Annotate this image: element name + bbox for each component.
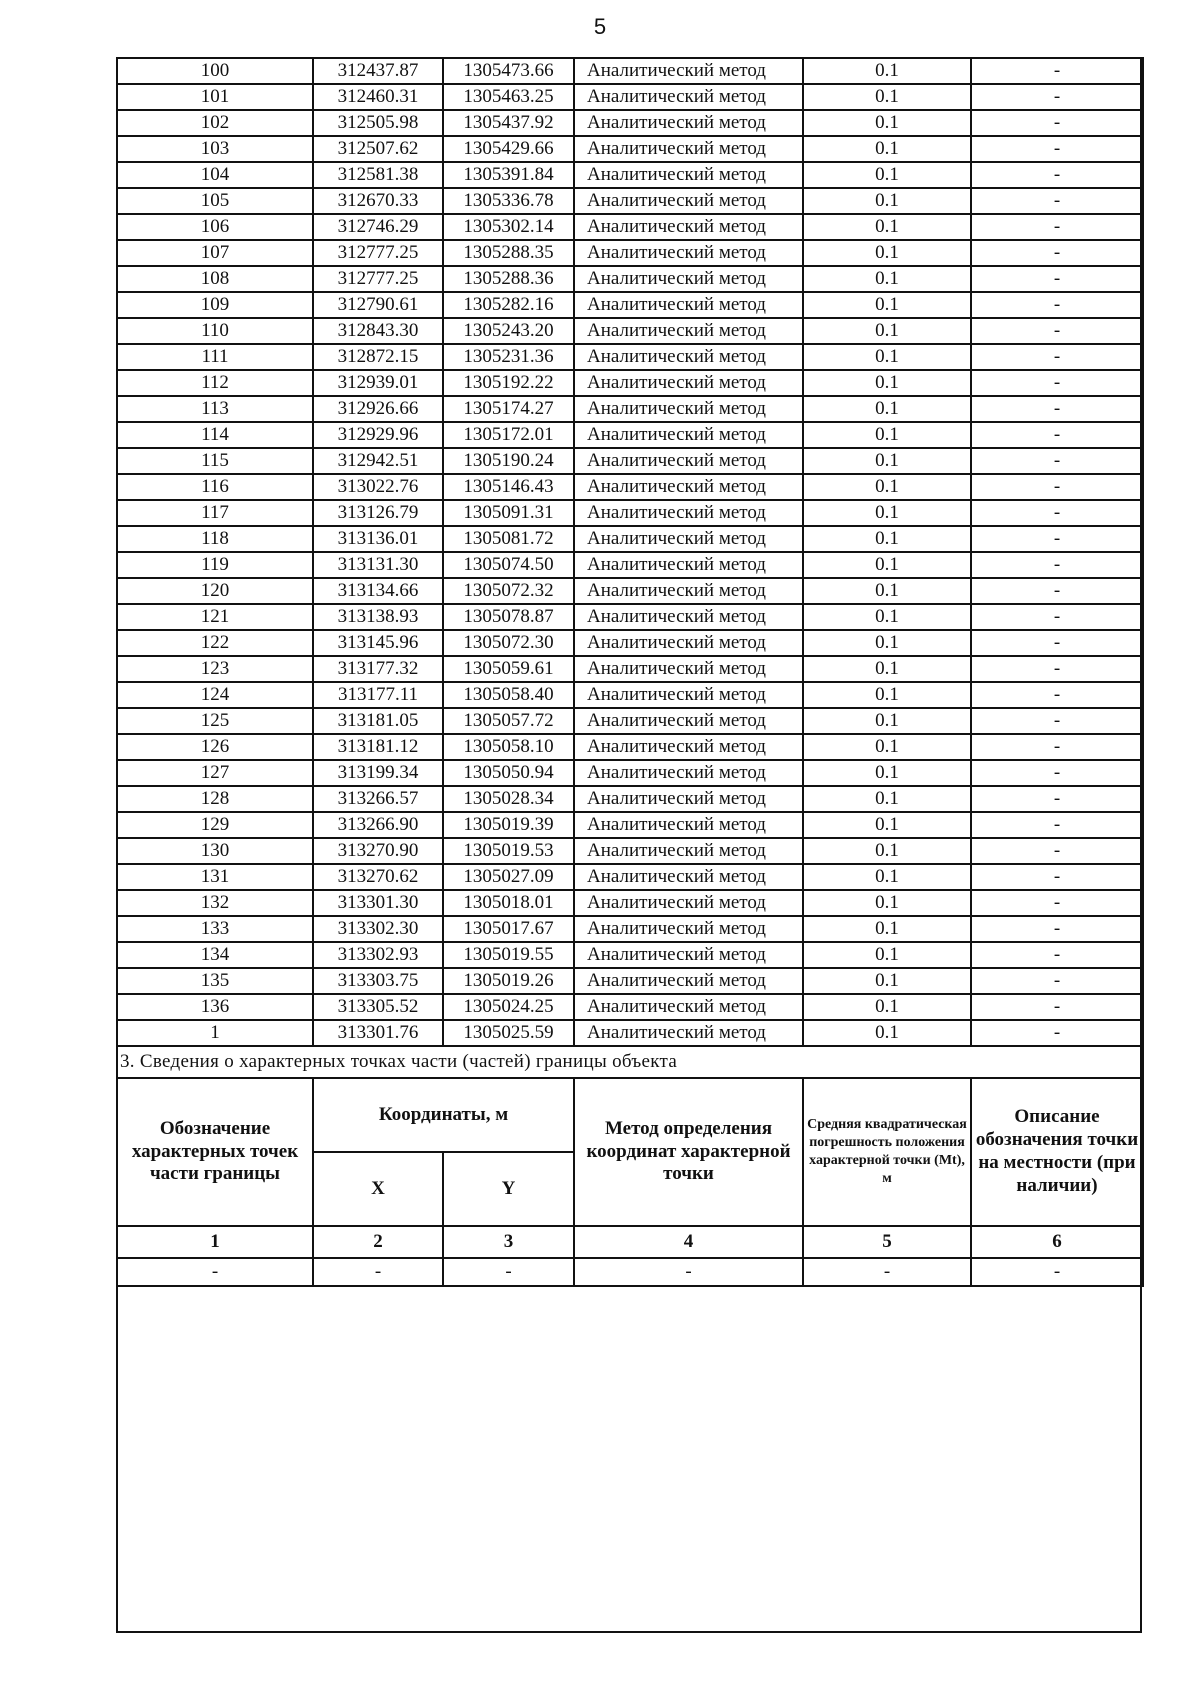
x-coordinate-cell: 312790.61	[313, 292, 443, 318]
x-coordinate-cell: 313177.11	[313, 682, 443, 708]
x-coordinate-cell: 313303.75	[313, 968, 443, 994]
description-cell: -	[971, 240, 1143, 266]
table-row	[117, 474, 1143, 500]
point-number-cell: 103	[117, 136, 313, 162]
mean-error-cell: 0.1	[803, 942, 971, 968]
method-cell: Аналитический метод	[574, 188, 803, 214]
method-cell: Аналитический метод	[574, 864, 803, 890]
point-number-cell: 106	[117, 214, 313, 240]
description-cell: -	[971, 422, 1143, 448]
y-coordinate-cell: 1305027.09	[443, 864, 574, 890]
mean-error-cell: 0.1	[803, 1020, 971, 1046]
method-cell: Аналитический метод	[574, 682, 803, 708]
method-cell: Аналитический метод	[574, 240, 803, 266]
page-number: 5	[593, 14, 607, 39]
mean-error-cell: 0.1	[803, 552, 971, 578]
x-coordinate-cell: 313138.93	[313, 604, 443, 630]
point-number-cell: 134	[117, 942, 313, 968]
x-coordinate-cell: 313177.32	[313, 656, 443, 682]
table-row	[117, 760, 1143, 786]
point-number-cell: 111	[117, 344, 313, 370]
method-cell: Аналитический метод	[574, 344, 803, 370]
x-coordinate-cell: 312460.31	[313, 84, 443, 110]
x-coordinate-cell: 313270.90	[313, 838, 443, 864]
mean-error-cell: 0.1	[803, 58, 971, 84]
method-cell: Аналитический метод	[574, 526, 803, 552]
mean-error-cell: 0.1	[803, 240, 971, 266]
x-coordinate-cell: 312507.62	[313, 136, 443, 162]
mean-error-cell: 0.1	[803, 786, 971, 812]
y-coordinate-cell: 1305017.67	[443, 916, 574, 942]
description-cell: -	[971, 318, 1143, 344]
method-cell: Аналитический метод	[574, 500, 803, 526]
x-coordinate-cell: 312843.30	[313, 318, 443, 344]
point-number-cell: 133	[117, 916, 313, 942]
y-coordinate-cell: 1305473.66	[443, 58, 574, 84]
table-row	[117, 188, 1143, 214]
point-number-cell: 113	[117, 396, 313, 422]
document-sheet	[116, 57, 1142, 1633]
header-point-designation: Обозначение характерных точек части границы	[117, 1078, 313, 1226]
x-coordinate-cell: 313305.52	[313, 994, 443, 1020]
point-number-cell: 101	[117, 84, 313, 110]
description-cell: -	[971, 162, 1143, 188]
point-number-cell: 121	[117, 604, 313, 630]
empty-cell: -	[443, 1258, 574, 1286]
y-coordinate-cell: 1305391.84	[443, 162, 574, 188]
x-coordinate-cell: 312872.15	[313, 344, 443, 370]
method-cell: Аналитический метод	[574, 58, 803, 84]
mean-error-cell: 0.1	[803, 604, 971, 630]
method-cell: Аналитический метод	[574, 786, 803, 812]
method-cell: Аналитический метод	[574, 734, 803, 760]
method-cell: Аналитический метод	[574, 708, 803, 734]
y-coordinate-cell: 1305437.92	[443, 110, 574, 136]
description-cell: -	[971, 500, 1143, 526]
point-number-cell: 1	[117, 1020, 313, 1046]
y-coordinate-cell: 1305050.94	[443, 760, 574, 786]
column-number: 4	[574, 1226, 803, 1258]
description-cell: -	[971, 838, 1143, 864]
method-cell: Аналитический метод	[574, 552, 803, 578]
point-number-cell: 114	[117, 422, 313, 448]
description-cell: -	[971, 110, 1143, 136]
mean-error-cell: 0.1	[803, 292, 971, 318]
description-cell: -	[971, 942, 1143, 968]
method-cell: Аналитический метод	[574, 292, 803, 318]
x-coordinate-cell: 313126.79	[313, 500, 443, 526]
x-coordinate-cell: 313199.34	[313, 760, 443, 786]
method-cell: Аналитический метод	[574, 84, 803, 110]
description-cell: -	[971, 656, 1143, 682]
mean-error-cell: 0.1	[803, 344, 971, 370]
point-number-cell: 107	[117, 240, 313, 266]
header-x: X	[313, 1152, 443, 1226]
table-row	[117, 968, 1143, 994]
method-cell: Аналитический метод	[574, 448, 803, 474]
y-coordinate-cell: 1305429.66	[443, 136, 574, 162]
table-row	[117, 292, 1143, 318]
x-coordinate-cell: 312929.96	[313, 422, 443, 448]
x-coordinate-cell: 312939.01	[313, 370, 443, 396]
x-coordinate-cell: 313022.76	[313, 474, 443, 500]
x-coordinate-cell: 312942.51	[313, 448, 443, 474]
method-cell: Аналитический метод	[574, 474, 803, 500]
coordinates-table	[116, 57, 1144, 1287]
point-number-cell: 109	[117, 292, 313, 318]
method-cell: Аналитический метод	[574, 630, 803, 656]
point-number-cell: 123	[117, 656, 313, 682]
y-coordinate-cell: 1305078.87	[443, 604, 574, 630]
method-cell: Аналитический метод	[574, 578, 803, 604]
mean-error-cell: 0.1	[803, 916, 971, 942]
description-cell: -	[971, 188, 1143, 214]
method-cell: Аналитический метод	[574, 1020, 803, 1046]
empty-cell: -	[313, 1258, 443, 1286]
section-3-title-row	[117, 1046, 1143, 1078]
x-coordinate-cell: 313266.57	[313, 786, 443, 812]
method-cell: Аналитический метод	[574, 604, 803, 630]
description-cell: -	[971, 84, 1143, 110]
table-row	[117, 162, 1143, 188]
description-cell: -	[971, 448, 1143, 474]
mean-error-cell: 0.1	[803, 500, 971, 526]
mean-error-cell: 0.1	[803, 84, 971, 110]
header-coordinates: Координаты, м	[313, 1078, 574, 1152]
point-number-cell: 135	[117, 968, 313, 994]
table-row	[117, 1020, 1143, 1046]
method-cell: Аналитический метод	[574, 812, 803, 838]
method-cell: Аналитический метод	[574, 214, 803, 240]
x-coordinate-cell: 313181.05	[313, 708, 443, 734]
point-number-cell: 131	[117, 864, 313, 890]
mean-error-cell: 0.1	[803, 812, 971, 838]
description-cell: -	[971, 968, 1143, 994]
point-number-cell: 102	[117, 110, 313, 136]
x-coordinate-cell: 313302.30	[313, 916, 443, 942]
y-coordinate-cell: 1305463.25	[443, 84, 574, 110]
description-cell: -	[971, 344, 1143, 370]
description-cell: -	[971, 682, 1143, 708]
point-number-cell: 118	[117, 526, 313, 552]
mean-error-cell: 0.1	[803, 136, 971, 162]
y-coordinate-cell: 1305059.61	[443, 656, 574, 682]
y-coordinate-cell: 1305025.59	[443, 1020, 574, 1046]
description-cell: -	[971, 864, 1143, 890]
description-cell: -	[971, 526, 1143, 552]
mean-error-cell: 0.1	[803, 864, 971, 890]
y-coordinate-cell: 1305024.25	[443, 994, 574, 1020]
method-cell: Аналитический метод	[574, 396, 803, 422]
description-cell: -	[971, 890, 1143, 916]
table-row	[117, 942, 1143, 968]
description-cell: -	[971, 136, 1143, 162]
mean-error-cell: 0.1	[803, 162, 971, 188]
table-row	[117, 448, 1143, 474]
x-coordinate-cell: 313301.76	[313, 1020, 443, 1046]
empty-cell: -	[117, 1258, 313, 1286]
y-coordinate-cell: 1305172.01	[443, 422, 574, 448]
x-coordinate-cell: 313270.62	[313, 864, 443, 890]
description-cell: -	[971, 604, 1143, 630]
point-number-cell: 128	[117, 786, 313, 812]
method-cell: Аналитический метод	[574, 890, 803, 916]
method-cell: Аналитический метод	[574, 318, 803, 344]
description-cell: -	[971, 708, 1143, 734]
point-number-cell: 117	[117, 500, 313, 526]
description-cell: -	[971, 292, 1143, 318]
empty-data-row	[117, 1258, 1143, 1286]
table-row	[117, 318, 1143, 344]
y-coordinate-cell: 1305243.20	[443, 318, 574, 344]
header-y: Y	[443, 1152, 574, 1226]
x-coordinate-cell: 312437.87	[313, 58, 443, 84]
point-number-cell: 105	[117, 188, 313, 214]
column-number: 3	[443, 1226, 574, 1258]
header-mean-error: Средняя квадратическая погрешность положения характерной точки (Mt), м	[803, 1078, 971, 1226]
mean-error-cell: 0.1	[803, 760, 971, 786]
mean-error-cell: 0.1	[803, 448, 971, 474]
y-coordinate-cell: 1305091.31	[443, 500, 574, 526]
x-coordinate-cell: 313131.30	[313, 552, 443, 578]
description-cell: -	[971, 552, 1143, 578]
table-row	[117, 136, 1143, 162]
x-coordinate-cell: 312505.98	[313, 110, 443, 136]
mean-error-cell: 0.1	[803, 188, 971, 214]
y-coordinate-cell: 1305072.30	[443, 630, 574, 656]
y-coordinate-cell: 1305057.72	[443, 708, 574, 734]
method-cell: Аналитический метод	[574, 968, 803, 994]
x-coordinate-cell: 313302.93	[313, 942, 443, 968]
method-cell: Аналитический метод	[574, 656, 803, 682]
table-row	[117, 864, 1143, 890]
x-coordinate-cell: 313266.90	[313, 812, 443, 838]
table-row	[117, 604, 1143, 630]
table-row	[117, 214, 1143, 240]
y-coordinate-cell: 1305174.27	[443, 396, 574, 422]
header-description: Описание обозначения точки на местности (при наличии)	[971, 1078, 1143, 1226]
table-row	[117, 526, 1143, 552]
point-number-cell: 100	[117, 58, 313, 84]
table-row	[117, 786, 1143, 812]
empty-cell: -	[574, 1258, 803, 1286]
y-coordinate-cell: 1305231.36	[443, 344, 574, 370]
x-coordinate-cell: 313136.01	[313, 526, 443, 552]
description-cell: -	[971, 578, 1143, 604]
point-number-cell: 108	[117, 266, 313, 292]
mean-error-cell: 0.1	[803, 708, 971, 734]
table-row	[117, 552, 1143, 578]
x-coordinate-cell: 312670.33	[313, 188, 443, 214]
y-coordinate-cell: 1305190.24	[443, 448, 574, 474]
method-cell: Аналитический метод	[574, 994, 803, 1020]
description-cell: -	[971, 266, 1143, 292]
method-cell: Аналитический метод	[574, 942, 803, 968]
column-number: 1	[117, 1226, 313, 1258]
y-coordinate-cell: 1305302.14	[443, 214, 574, 240]
mean-error-cell: 0.1	[803, 578, 971, 604]
column-number: 5	[803, 1226, 971, 1258]
method-cell: Аналитический метод	[574, 370, 803, 396]
y-coordinate-cell: 1305018.01	[443, 890, 574, 916]
point-number-cell: 119	[117, 552, 313, 578]
description-cell: -	[971, 994, 1143, 1020]
table-row	[117, 84, 1143, 110]
x-coordinate-cell: 312777.25	[313, 240, 443, 266]
y-coordinate-cell: 1305028.34	[443, 786, 574, 812]
description-cell: -	[971, 734, 1143, 760]
point-number-cell: 120	[117, 578, 313, 604]
table-row	[117, 734, 1143, 760]
x-coordinate-cell: 312581.38	[313, 162, 443, 188]
table-row	[117, 500, 1143, 526]
point-number-cell: 104	[117, 162, 313, 188]
point-number-cell: 129	[117, 812, 313, 838]
y-coordinate-cell: 1305288.35	[443, 240, 574, 266]
table-row	[117, 682, 1143, 708]
method-cell: Аналитический метод	[574, 110, 803, 136]
x-coordinate-cell: 313181.12	[313, 734, 443, 760]
y-coordinate-cell: 1305019.26	[443, 968, 574, 994]
mean-error-cell: 0.1	[803, 968, 971, 994]
mean-error-cell: 0.1	[803, 370, 971, 396]
table-row	[117, 396, 1143, 422]
mean-error-cell: 0.1	[803, 994, 971, 1020]
y-coordinate-cell: 1305336.78	[443, 188, 574, 214]
method-cell: Аналитический метод	[574, 266, 803, 292]
point-number-cell: 124	[117, 682, 313, 708]
mean-error-cell: 0.1	[803, 526, 971, 552]
description-cell: -	[971, 630, 1143, 656]
mean-error-cell: 0.1	[803, 630, 971, 656]
y-coordinate-cell: 1305019.53	[443, 838, 574, 864]
empty-cell: -	[971, 1258, 1143, 1286]
column-number: 6	[971, 1226, 1143, 1258]
table-row	[117, 370, 1143, 396]
description-cell: -	[971, 370, 1143, 396]
mean-error-cell: 0.1	[803, 396, 971, 422]
point-number-cell: 116	[117, 474, 313, 500]
description-cell: -	[971, 214, 1143, 240]
table-row	[117, 812, 1143, 838]
description-cell: -	[971, 58, 1143, 84]
y-coordinate-cell: 1305019.55	[443, 942, 574, 968]
mean-error-cell: 0.1	[803, 266, 971, 292]
method-cell: Аналитический метод	[574, 838, 803, 864]
mean-error-cell: 0.1	[803, 890, 971, 916]
mean-error-cell: 0.1	[803, 474, 971, 500]
description-cell: -	[971, 760, 1143, 786]
x-coordinate-cell: 313301.30	[313, 890, 443, 916]
y-coordinate-cell: 1305282.16	[443, 292, 574, 318]
table-row	[117, 708, 1143, 734]
mean-error-cell: 0.1	[803, 838, 971, 864]
method-cell: Аналитический метод	[574, 136, 803, 162]
table-row	[117, 240, 1143, 266]
table-row	[117, 630, 1143, 656]
y-coordinate-cell: 1305074.50	[443, 552, 574, 578]
table-row	[117, 344, 1143, 370]
point-number-cell: 130	[117, 838, 313, 864]
mean-error-cell: 0.1	[803, 422, 971, 448]
table-row	[117, 656, 1143, 682]
mean-error-cell: 0.1	[803, 318, 971, 344]
description-cell: -	[971, 812, 1143, 838]
mean-error-cell: 0.1	[803, 214, 971, 240]
column-numbers-row	[117, 1226, 1143, 1258]
table-row	[117, 916, 1143, 942]
method-cell: Аналитический метод	[574, 422, 803, 448]
table-row	[117, 994, 1143, 1020]
y-coordinate-cell: 1305146.43	[443, 474, 574, 500]
empty-cell: -	[803, 1258, 971, 1286]
mean-error-cell: 0.1	[803, 110, 971, 136]
x-coordinate-cell: 312926.66	[313, 396, 443, 422]
description-cell: -	[971, 1020, 1143, 1046]
point-number-cell: 112	[117, 370, 313, 396]
point-number-cell: 115	[117, 448, 313, 474]
point-number-cell: 126	[117, 734, 313, 760]
table-row	[117, 890, 1143, 916]
y-coordinate-cell: 1305019.39	[443, 812, 574, 838]
x-coordinate-cell: 313145.96	[313, 630, 443, 656]
y-coordinate-cell: 1305058.40	[443, 682, 574, 708]
section-3-title: 3. Сведения о характерных точках части (частей) границы объекта	[117, 1046, 1143, 1078]
description-cell: -	[971, 916, 1143, 942]
method-cell: Аналитический метод	[574, 760, 803, 786]
point-number-cell: 122	[117, 630, 313, 656]
mean-error-cell: 0.1	[803, 734, 971, 760]
mean-error-cell: 0.1	[803, 656, 971, 682]
point-number-cell: 110	[117, 318, 313, 344]
table-row	[117, 266, 1143, 292]
description-cell: -	[971, 396, 1143, 422]
y-coordinate-cell: 1305081.72	[443, 526, 574, 552]
table-row	[117, 838, 1143, 864]
point-number-cell: 136	[117, 994, 313, 1020]
table-row	[117, 110, 1143, 136]
table-row	[117, 58, 1143, 84]
x-coordinate-cell: 313134.66	[313, 578, 443, 604]
y-coordinate-cell: 1305192.22	[443, 370, 574, 396]
table-row	[117, 422, 1143, 448]
point-number-cell: 125	[117, 708, 313, 734]
header-method: Метод определения координат характерной точки	[574, 1078, 803, 1226]
method-cell: Аналитический метод	[574, 916, 803, 942]
mean-error-cell: 0.1	[803, 682, 971, 708]
x-coordinate-cell: 312746.29	[313, 214, 443, 240]
method-cell: Аналитический метод	[574, 162, 803, 188]
y-coordinate-cell: 1305058.10	[443, 734, 574, 760]
y-coordinate-cell: 1305288.36	[443, 266, 574, 292]
point-number-cell: 132	[117, 890, 313, 916]
description-cell: -	[971, 474, 1143, 500]
column-number: 2	[313, 1226, 443, 1258]
point-number-cell: 127	[117, 760, 313, 786]
table-row	[117, 578, 1143, 604]
description-cell: -	[971, 786, 1143, 812]
x-coordinate-cell: 312777.25	[313, 266, 443, 292]
y-coordinate-cell: 1305072.32	[443, 578, 574, 604]
